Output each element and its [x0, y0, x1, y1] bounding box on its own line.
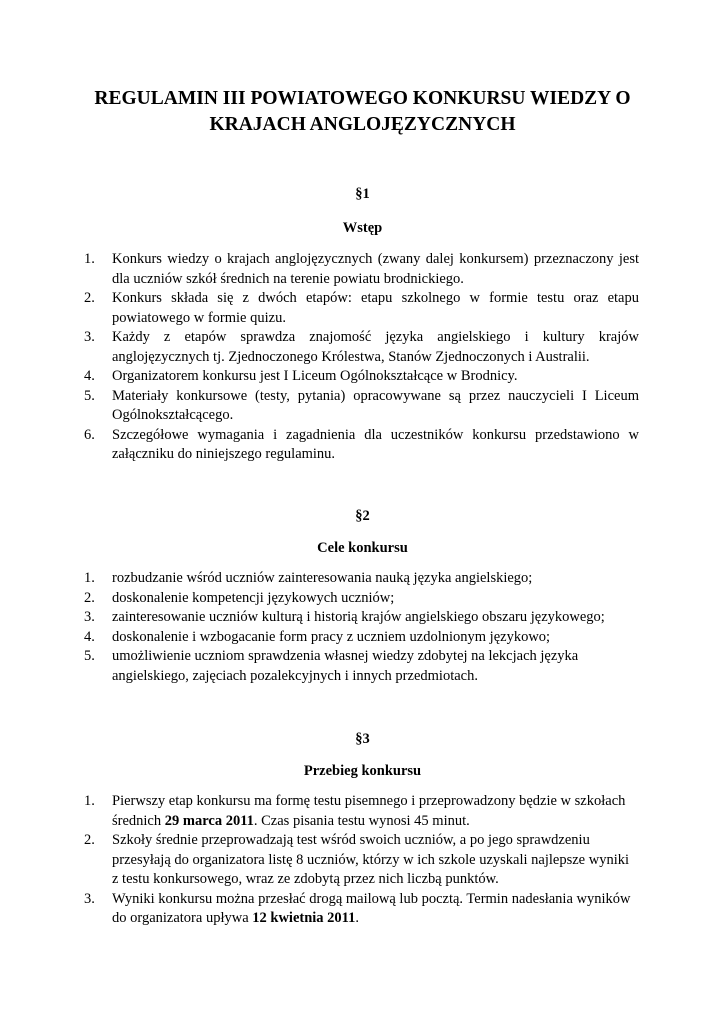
section-1-number: §1 — [355, 186, 370, 202]
section-2-list — [84, 569, 639, 686]
list-item: 5. Materiały konkursowe (testy, pytania) opracowywane są przez nauczycieli I Liceum Ogólnokształcącego. — [84, 387, 639, 423]
list-item: 3. zainteresowanie uczniów kulturą i historią krajów angielskiego obszaru językowego; — [84, 609, 605, 625]
list-item: 2. Szkoły średnie przeprowadzają test wśród swoich uczniów, a po jego sprawdzeniu przesyłają do organizatora listę 8 uczniów, którzy w ich szkole uzyskali najlepsze wyniki z testu konkursowego, wraz ze zdobytą przez nich liczbą punktów. — [84, 832, 630, 887]
list-item: 5. umożliwienie uczniom sprawdzenia własnej wiedzy zdobytej na lekcjach języka angielskiego, zajęciach pozalekcyjnych i innych przedmiotach. — [84, 648, 579, 684]
list-item: 4. Organizatorem konkursu jest I Liceum Ogólnokształcące w Brodnicy. — [84, 368, 518, 384]
section-3-heading: Przebieg konkursu — [303, 763, 422, 779]
section-1-list — [84, 250, 639, 465]
section-1-heading: Wstęp — [342, 220, 383, 236]
list-item: 3. Wyniki konkursu można przesłać drogą mailową lub pocztą. Termin nadesłania wyników do organizatora upływa 12 kwietnia 2011. — [84, 890, 631, 926]
list-item: 1. Konkurs wiedzy o krajach anglojęzycznych (zwany dalej konkursem) przeznaczony jest dla uczniów szkół średnich na terenie powiatu brodnickiego. — [84, 251, 639, 287]
date-results-deadline: 12 kwietnia 2011 — [252, 910, 356, 926]
list-item: 2. Konkurs składa się z dwóch etapów: etapu szkolnego w formie testu oraz etapu powiatowego w formie quizu. — [84, 290, 639, 326]
document-title-line-2: KRAJACH ANGLOJĘZYCZNYCH — [209, 114, 516, 135]
list-item: 6. Szczegółowe wymagania i zagadnienia dla uczestników konkursu przedstawiono w załączniku do niniejszego regulaminu. — [84, 426, 639, 462]
list-item: 4. doskonalenie i wzbogacanie form pracy z uczniem uzdolnionym językowo; — [84, 628, 551, 645]
section-3-list — [84, 792, 639, 929]
section-3-number: §3 — [355, 731, 370, 747]
document-title — [70, 86, 655, 138]
list-item: 1. Pierwszy etap konkursu ma formę testu pisemnego i przeprowadzony będzie w szkołach średnich 29 marca 2011. Czas pisania testu wynosi 45 minut. — [84, 793, 626, 829]
date-stage-1: 29 marca 2011 — [164, 812, 254, 829]
section-2-number: §2 — [355, 508, 370, 524]
document-title-line-1: REGULAMIN III POWIATOWEGO KONKURSU WIEDZY O — [94, 88, 631, 109]
list-item: 1. rozbudzanie wśród uczniów zainteresowania nauką języka angielskiego; — [84, 570, 533, 586]
section-2-heading: Cele konkursu — [317, 540, 408, 556]
list-item: 2. doskonalenie kompetencji językowych uczniów; — [84, 589, 395, 606]
list-item: 3. Każdy z etapów sprawdza znajomość języka angielskiego i kultury krajów anglojęzycznych tj. Zjednoczonego Królestwa, Stanów Zjednoczonych i Australii. — [84, 329, 639, 365]
